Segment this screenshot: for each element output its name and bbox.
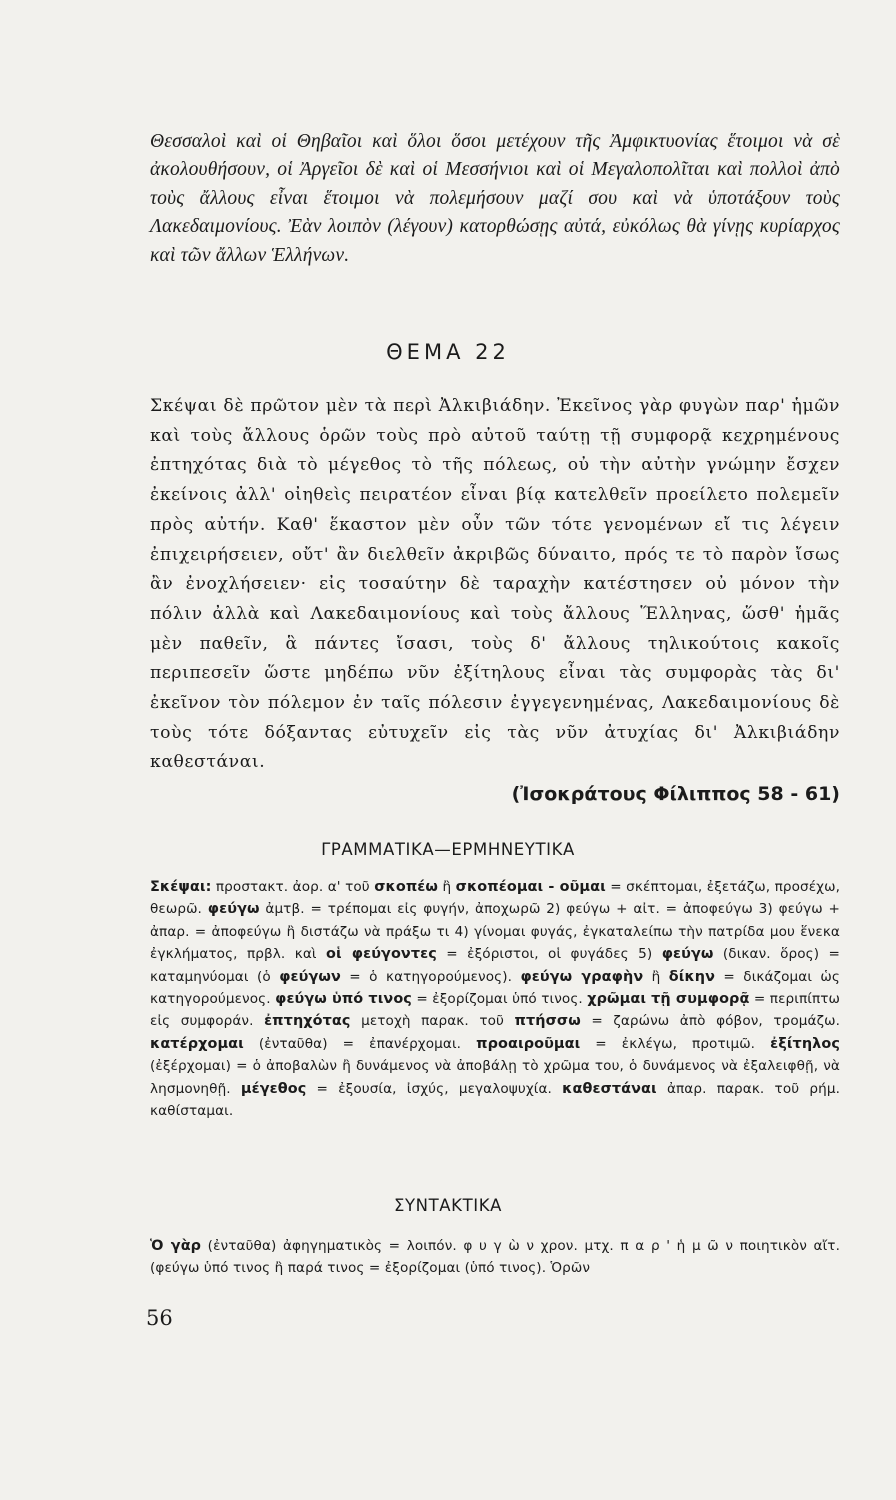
grammar-term: σκοπέομαι - οῦμαι [455, 879, 606, 895]
grammar-term: ἐξίτηλος [770, 1035, 840, 1052]
grammar-term: καθεστάναι [562, 1080, 657, 1097]
grammar-term: χρῶμαι τῇ συμφορᾷ [587, 991, 750, 1008]
grammar-term: σκοπέω [374, 879, 439, 895]
intro-italic-paragraph [150, 128, 840, 270]
syntax-explanation: (ἐνταῦθα) ἀφηγηματικὸς = λοιπόν. φ υ γ ὼ ν χρον. μτχ. π α ρ ' ἡ μ ῶ ν ποιητικὸν αἴτ. (φεύγω ὑπό τινος ἢ παρά τινος = ἐξορίζομαι (ὑπό τινος). Ὁρῶν [150, 1238, 840, 1277]
grammar-explanation: προστακτ. ἀορ. α' τοῦ [211, 879, 375, 895]
grammar-term: δίκην [668, 968, 716, 985]
grammar-term: προαιροῦμαι [476, 1035, 581, 1052]
grammar-term: πτήσσω [514, 1013, 581, 1030]
italic-paragraph-text: Θεσσαλοὶ καὶ οἱ Θηβαῖοι καὶ ὅλοι ὅσοι μετέχουν τῆς Ἀμφικτυονίας ἕτοιμοι νὰ σὲ ἀκολουθήσουν, οἱ Ἀργεῖοι δὲ καὶ οἱ Μεσσήνιοι καὶ οἱ Μεγαλοπολῖται καὶ πολλοὶ ἀπὸ τοὺς ἄλλους εἶναι ἕτοιμοι νὰ πολεμήσουν μαζί σου καὶ νὰ ὑποτάξουν τοὺς Λακεδαιμονίους. Ἐὰν λοιπὸν (λέγουν) κατορθώσῃς αὐτά, εὐκόλως θὰ γίνῃς κυρίαρχος καὶ τῶν ἄλλων Ἑλλήνων. [150, 131, 840, 266]
grammar-explanation: = περιπίπτω εἰς συμφοράν. [150, 991, 841, 1030]
syntax-notes [150, 1235, 840, 1280]
grammar-term: ἐπτηχότας [264, 1013, 351, 1030]
syntax-term: Ὁ γὰρ [150, 1238, 202, 1254]
grammar-notes-text [150, 876, 840, 1122]
passage-text: Σκέψαι δὲ πρῶτον μὲν τὰ περὶ Ἀλκιβιάδην. Ἐκεῖνος γὰρ φυγὼν παρ' ἡμῶν καὶ τοὺς ἄλλους ὁρῶν τοὺς πρὸ αὐτοῦ ταύτῃ τῇ συμφορᾷ κεχρημένους ἐπτηχότας διὰ τὸ μέγεθος τὸ τῆς πόλεως, οὐ τὴν αὐτὴν γνώμην ἔσχεν ἐκείνοις ἀλλ' οἰηθεὶς πειρατέον εἶναι βίᾳ κατελθεῖν προείλετο πολεμεῖν πρὸς αὐτήν. Καθ' ἕκαστον μὲν οὖν τῶν τότε γενομένων εἴ τις λέγειν ἐπιχειρήσειεν, οὔτ' ἂν διελθεῖν ἀκριβῶς δύναιτο, πρός τε τὸ παρὸν ἴσως ἂν ἐνοχλήσειεν· εἰς τοσαύτην δὲ ταραχὴν κατέστησεν οὐ μόνον τὴν πόλιν ἀλλὰ καὶ Λακεδαιμονίους καὶ τοὺς ἄλλους Ἕλληνας, ὥσθ' ἡμᾶς μὲν παθεῖν, ἃ πάντες ἴσασι, τοὺς δ' ἄλλους τηλικούτοις κακοῖς περιπεσεῖν ὥστε μηδέπω νῦν ἐξίτηλους εἶναι τὰς συμφορὰς τὰς δι' ἐκεῖνον τὸν πόλεμον ἐν ταῖς πόλεσιν ἐγγεγενημένας, Λακεδαιμονίους δὲ τοὺς τότε δόξαντας εὐτυχεῖν εἰς τὰς νῦν ἀτυχίας δι' Ἀλκιβιάδην καθεστάναι. [150, 396, 840, 773]
syntax-notes-text [150, 1235, 840, 1280]
grammar-explanation: = ἐξόριστοι, οἱ φυγάδες 5) [436, 946, 662, 963]
grammar-explanation: = ἐξουσία, ἰσχύς, μεγαλοψυχία. [306, 1080, 563, 1097]
grammar-explanation: (δικαν. ὅρος) = καταμηνύομαι (ὁ [150, 946, 841, 985]
source-citation: (Ἰσοκράτους Φίλιππος 58 - 61) [511, 783, 840, 805]
grammar-explanation: = σκέπτομαι, ἐξετάζω, προσέχω, θεωρῶ. [150, 879, 841, 918]
grammar-explanation: = ζαρώνω ἀπὸ φόβον, τρομάζω. [580, 1013, 840, 1030]
grammar-explanation: = ὁ κατηγορούμενος). [340, 968, 521, 985]
grammar-explanation: ἢ [438, 879, 456, 895]
grammar-explanation: μετοχὴ παρακ. τοῦ [350, 1013, 515, 1030]
grammar-term: φεύγων [279, 968, 341, 985]
syntax-heading: ΣΥΝΤΑΚΤΙΚΑ [393, 1196, 503, 1215]
grammar-term: μέγεθος [240, 1080, 307, 1097]
grammar-term: φεύγω γραφὴν [520, 968, 644, 985]
grammar-notes [150, 876, 840, 1122]
grammar-term: οἱ φεύγοντες [325, 946, 437, 963]
grammar-explanation: = ἐξορίζομαι ὑπό τινος. [411, 991, 588, 1008]
grammar-term: φεύγω ὑπό τινος [275, 991, 412, 1008]
grammar-explanation: (ἐξέρχομαι) = ὁ ἀποβαλὼν ἢ δυνάμενος νὰ ἀποβάλῃ τὸ χρῶμα του, ὁ δυνάμενος νὰ ἐξαλειφθῇ, νὰ λησμονηθῇ. [150, 1058, 840, 1097]
ancient-greek-passage [150, 392, 840, 778]
grammar-explanation: (ἐνταῦθα) = ἐπανέρχομαι. [243, 1035, 477, 1052]
grammar-term: Σκέψαι: [150, 879, 212, 895]
grammar-explanation: = δικάζομαι ὡς κατηγορούμενος. [150, 968, 840, 1008]
grammar-explanation: ἢ [643, 968, 669, 985]
grammar-term: κατέρχομαι [150, 1035, 244, 1052]
grammar-heading: ΓΡΑΜΜΑΤΙΚΑ—ΕΡΜΗΝΕΥΤΙΚΑ [321, 840, 575, 859]
grammar-term: φεύγω [207, 901, 260, 918]
grammar-term: φεύγω [661, 946, 714, 963]
theme-title: ΘΕΜΑ 22 [386, 340, 510, 364]
grammar-explanation: = ἐκλέγω, προτιμῶ. [580, 1035, 771, 1052]
page-number: 56 [146, 1306, 173, 1330]
grammar-explanation: ἀμτβ. = τρέπομαι εἰς φυγήν, ἀποχωρῶ 2) φεύγω + αἰτ. = ἀποφεύγω 3) φεύγω + ἀπαρ. = ἀποφεύγω ἢ διστάζω νὰ πράξω τι 4) γίνομαι φυγάς, ἐγκαταλείπω τὴν πατρίδα μου ἕνεκα ἐγκλήματος, πρβλ. καὶ [150, 901, 840, 963]
grammar-explanation: ἀπαρ. παρακ. τοῦ ρήμ. καθίσταμαι. [150, 1080, 841, 1120]
